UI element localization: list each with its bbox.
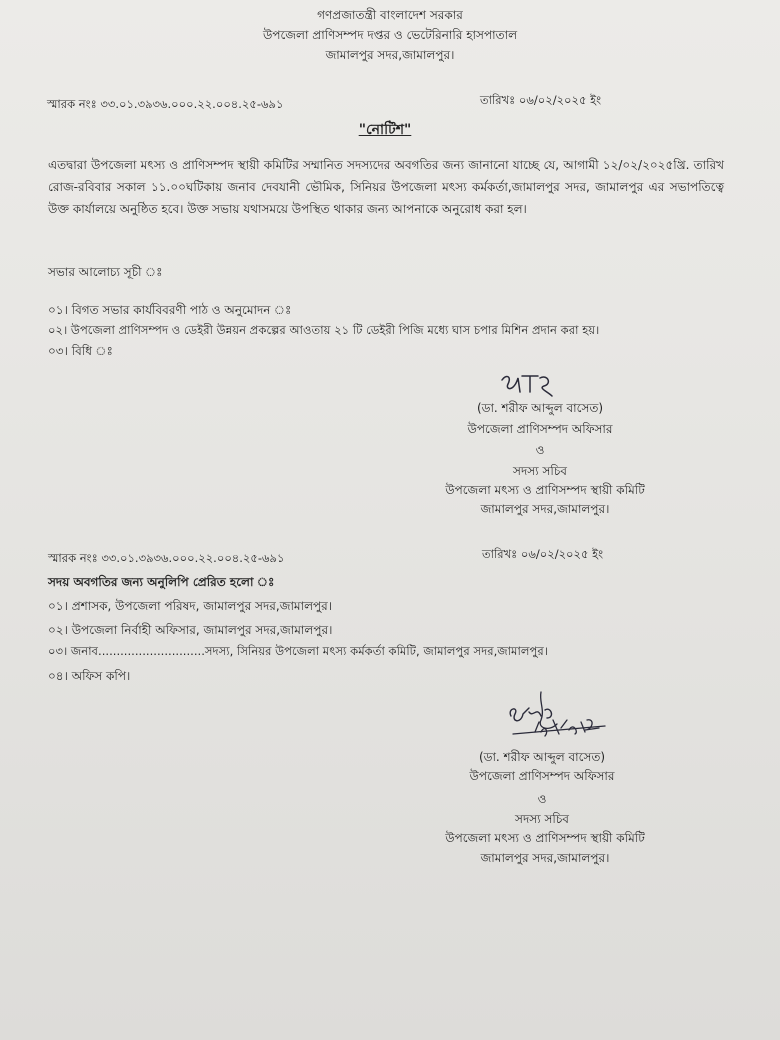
agenda-item: ০২। উপজেলা প্রাণিসম্পদ ও ডেইরী উন্নয়ন প্রকল্পের আওতায় ২১ টি ডেইরী পিজি মধ্যে ঘাস চপার মিশিন প্রদান করা হয়। [48, 323, 600, 337]
agenda-item: ০১। বিগত সভার কার্যবিবরণী পাঠ ও অনুমোদন ঃ [48, 303, 292, 317]
agenda-item: ০৩। বিধি ঃ [48, 344, 113, 358]
copy-memo-date: তারিখঃ ০৬/০২/২০২৫ ইং [482, 547, 604, 561]
agenda-heading: সভার আলোচ্য সূচী ঃ [48, 265, 163, 279]
signatory-name: (ডা. শরীফ আব্দুল বাসেত) [476, 401, 604, 415]
copy-item: ০৩। জনাব.............................সদস্য, সিনিয়র উপজেলা মৎস্য কর্মকর্তা কমিটি, জামালপুর সদর,জামালপুর। [48, 644, 548, 658]
signatory-committee: উপজেলা মৎস্য ও প্রাণিসম্পদ স্থায়ী কমিটি [445, 831, 645, 845]
signature-scribble-2 [505, 688, 615, 748]
copy-item: ০১। প্রশাসক, উপজেলা পরিষদ, জামালপুর সদর,জামালপুর। [48, 599, 333, 613]
signature-scribble-1 [498, 370, 558, 398]
signatory-role: সদস্য সচিব [515, 812, 569, 826]
signatory-designation: উপজেলা প্রাণিসম্পদ অফিসার [469, 769, 615, 783]
copy-item: ০৪। অফিস কপি। [48, 669, 131, 683]
header-govt: গণপ্রজাতন্ত্রী বাংলাদেশ সরকার [317, 8, 463, 22]
copy-heading: সদয় অবগতির জন্য অনুলিপি প্রেরিত হলো ঃ [48, 575, 275, 589]
memo-date: তারিখঃ ০৬/০২/২০২৫ ইং [480, 93, 602, 107]
signatory-committee: উপজেলা মৎস্য ও প্রাণিসম্পদ স্থায়ী কমিটি [445, 483, 645, 497]
notice-body: এতদ্বারা উপজেলা মৎস্য ও প্রাণিসম্পদ স্থায়ী কমিটির সম্মানিত সদস্যদের অবগতির জন্য জানানো যাচ্ছে যে, আগামী ১২/০২/২০২৫খ্রি. তারিখ রোজ-রবিবার সকাল ১১.০০ঘটিকায় জনাব দেবযানী ভৌমিক, সিনিয়র উপজেলা মৎস্য কর্মকর্তা,জামালপুর সদর, জামালপুর এর সভাপতিত্বে উক্ত কার্যালয়ে অনুষ্ঠিত হবে। উক্ত সভায় যথাসময়ে উপস্থিত থাকার জন্য আপনাকে অনুরোধ করা হল। [48, 158, 724, 216]
signatory-name: (ডা. শরীফ আব্দুল বাসেত) [478, 750, 606, 764]
signatory-role: সদস্য সচিব [513, 464, 567, 478]
signatory-designation: উপজেলা প্রাণিসম্পদ অফিসার [467, 422, 613, 436]
copy-memo-number: স্মারক নংঃ ৩৩.০১.৩৯৩৬.০০০.২২.০০৪.২৫-৬৯১ [48, 551, 285, 565]
copy-item: ০২। উপজেলা নির্বাহী অফিসার, জামালপুর সদর,জামালপুর। [48, 623, 333, 637]
signatory-conjunction: ও [535, 443, 545, 457]
signatory-conjunction: ও [537, 792, 547, 806]
signatory-place: জামালপুর সদর,জামালপুর। [480, 851, 610, 865]
header-office: উপজেলা প্রাণিসম্পদ দপ্তর ও ভেটেরিনারি হাসপাতাল [262, 28, 518, 42]
notice-title: "নোটিশ" [358, 122, 412, 138]
memo-number: স্মারক নংঃ ৩৩.০১.৩৯৩৬.০০০.২২.০০৪.২৫-৬৯১ [47, 97, 284, 111]
header-location: জামালপুর সদর,জামালপুর। [325, 48, 455, 62]
signatory-place: জামালপুর সদর,জামালপুর। [480, 502, 610, 516]
